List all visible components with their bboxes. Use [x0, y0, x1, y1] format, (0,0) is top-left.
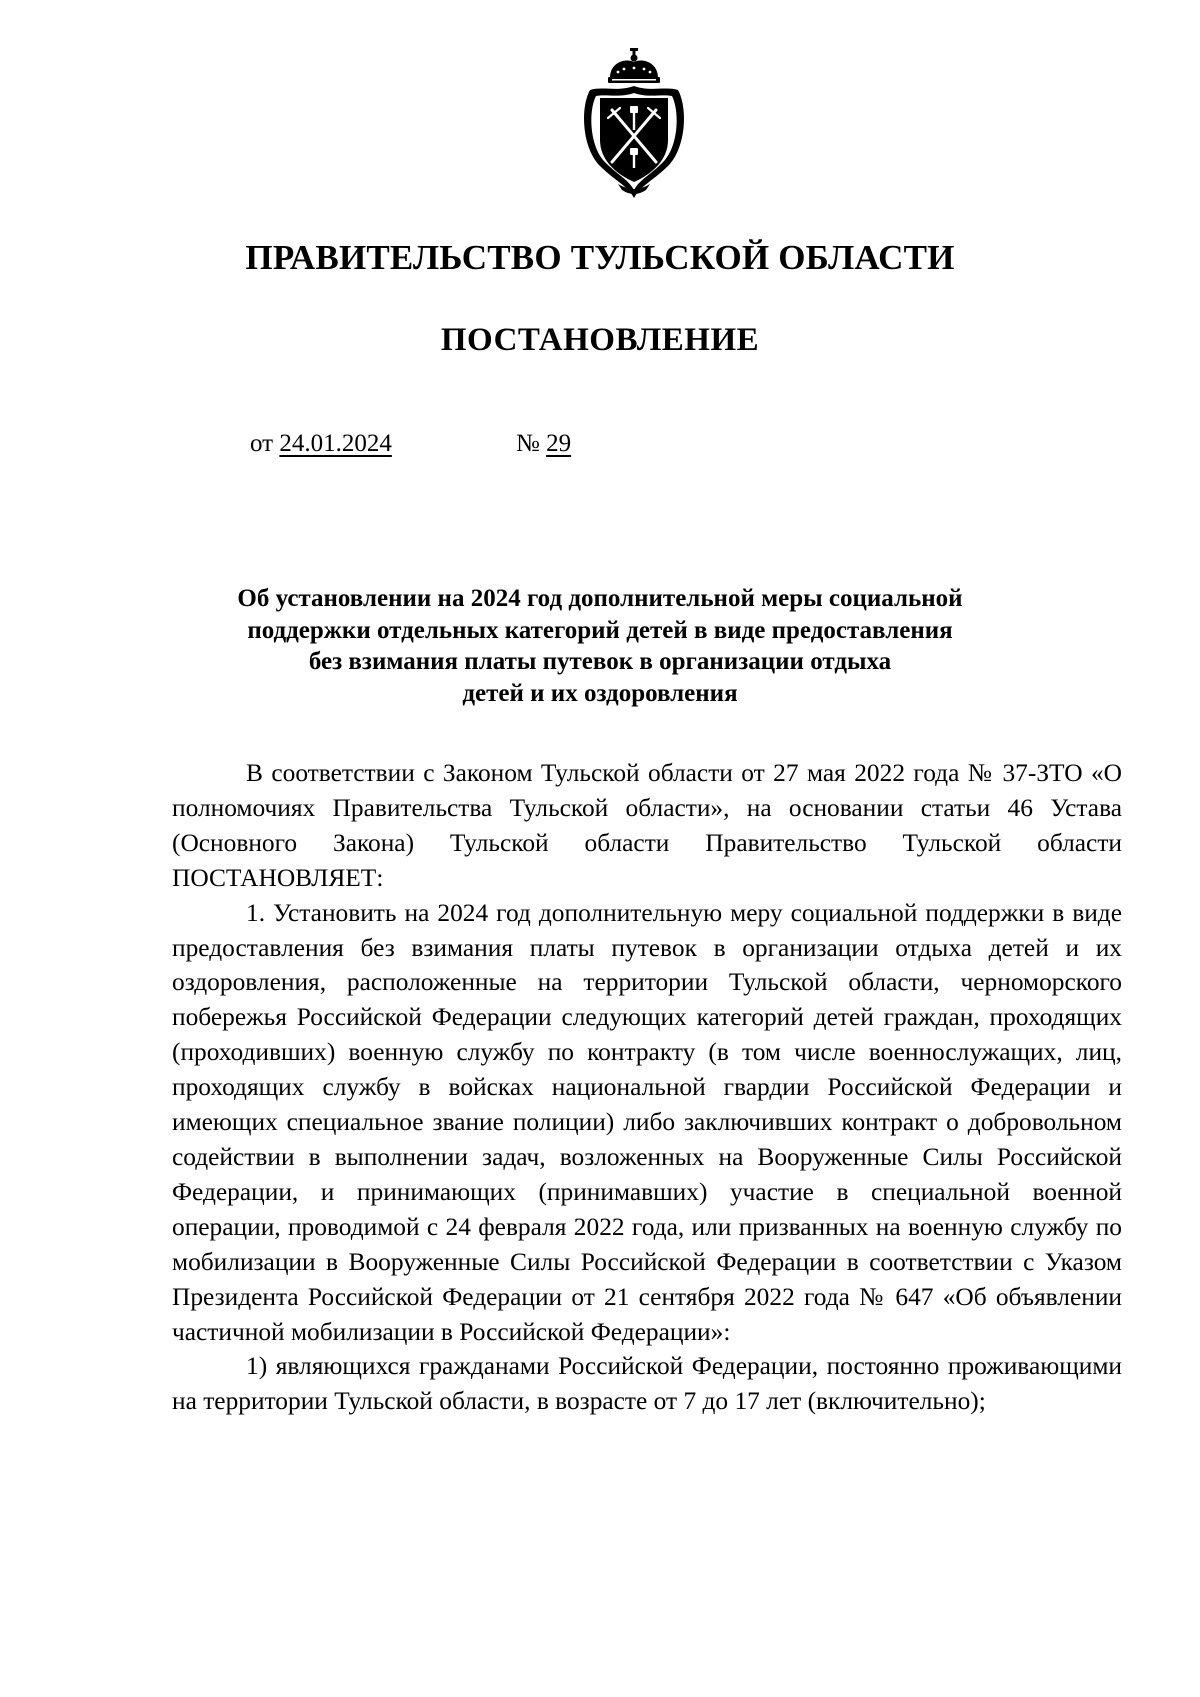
number-prefix: №: [516, 430, 540, 457]
subject-line: поддержки отдельных категорий детей в виде предоставления: [247, 616, 953, 644]
organization-title: ПРАВИТЕЛЬСТВО ТУЛЬСКОЙ ОБЛАСТИ: [245, 238, 955, 277]
subject-line: детей и их оздоровления: [462, 679, 738, 707]
tula-region-coat-of-arms-icon: [570, 48, 698, 200]
document-subject-title: [180, 583, 1020, 709]
subject-line: Об установлении на 2024 год дополнительной меры социальной: [237, 585, 963, 612]
body-paragraph-subitem-1: 1) являющихся гражданами Российской Федерации, постоянно проживающими на территории Тульской области, в возрасте от 7 до 17 лет (включительно);: [172, 1352, 1122, 1416]
document-body: [172, 756, 1122, 1419]
body-paragraph-preamble: В соответствии с Законом Тульской области от 27 мая 2022 года № 37-ЗТО «О полномочиях Правительства Тульской области», на основании статьи 46 Устава (Основного Закона) Тульской области Правительство Тульской области ПОСТАНОВЛЯЕТ:: [172, 759, 1122, 892]
subject-line: без взимания платы путевок в организации отдыха: [308, 648, 892, 675]
document-number: 29: [546, 430, 572, 457]
date-prefix: от: [250, 430, 274, 457]
document-type-heading: ПОСТАНОВЛЕНИЕ: [440, 322, 760, 358]
document-number-block: [516, 430, 571, 458]
document-date: 24.01.2024: [279, 430, 392, 457]
body-paragraph-item-1: 1. Установить на 2024 год дополнительную меру социальной поддержки в виде предоставления без взимания платы путевок в организации отдыха детей и их оздоровления, расположенные на территории Тульской области, черноморского побережья Российской Федерации следующих категорий детей граждан, проходящих (проходивших) военную службу по контракту (в том числе военнослужащих, лиц, проходящих службу в войсках национальной гвардии Российской Федерации и имеющих специальное звание полиции) либо заключивших контракт о добровольном содействии в выполнении задач, возложенных на Вооруженные Силы Российской Федерации, и принимающих (принимавших) участие в специальной военной операции, проводимой с 24 февраля 2022 года, или призванных на военную службу по мобилизации в Вооруженные Силы Российской Федерации в соответствии с Указом Президента Российской Федерации от 21 сентября 2022 года № 647 «Об объявлении частичной мобилизации в Российской Федерации»:: [172, 898, 1122, 1346]
document-date-number: [250, 430, 572, 458]
